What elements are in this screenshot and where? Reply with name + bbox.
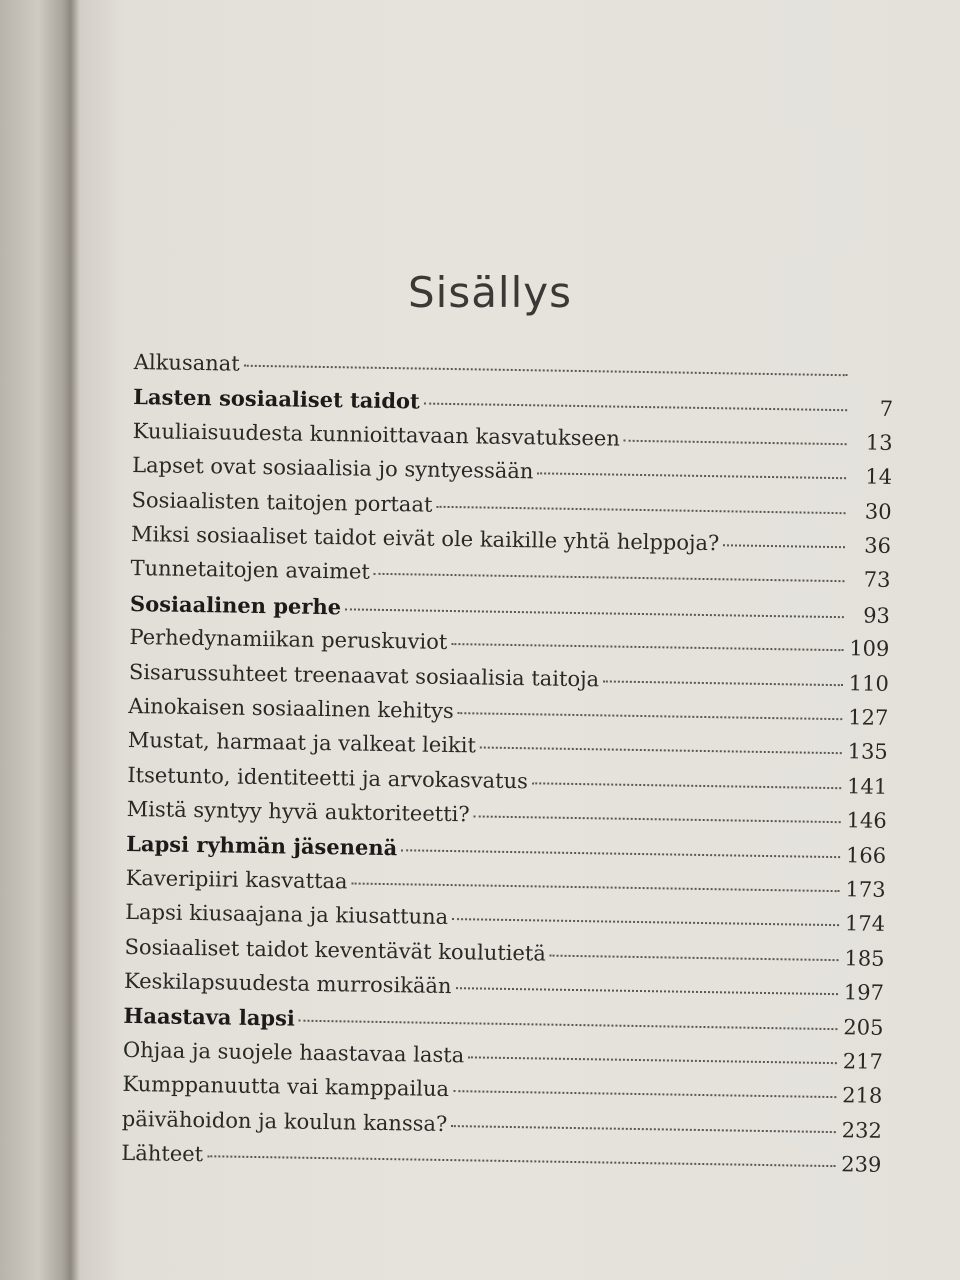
toc-entry-title: Miksi sosiaaliset taidot eivät ole kaikille yhtä helppoja? [130,521,720,556]
toc-page-number: 185 [844,945,885,971]
binding-shadow [70,0,80,1280]
toc-page-number: 239 [841,1152,882,1177]
dot-leader [453,1090,836,1098]
toc-entry-title: Mistä syntyy hyvä auktoriteetti? [126,797,470,827]
dot-leader [374,573,845,582]
toc-page-number: 166 [845,843,887,869]
toc-entry-title: Itsetunto, identiteetti ja arvokasvatus [127,762,529,793]
dot-leader [624,439,847,444]
dot-leader [452,918,839,926]
dot-leader [456,987,838,995]
toc-page-number: 146 [846,808,887,833]
toc-entry-title: Tunnetaitojen avaimet [130,556,371,585]
toc-entry-title: Sosiaalinen perhe [129,590,342,620]
table-of-contents [121,350,894,1187]
dot-leader [299,1020,838,1030]
dot-leader [474,815,841,823]
toc-page-number: 36 [864,533,892,558]
page-title: Sisällys [407,268,573,317]
toc-entry-title: Perhedynamiikan peruskuviot [129,625,448,655]
toc-page-number: 7 [879,397,894,422]
toc-entry-title: Kuuliaisuudesta kunnioittavaan kasvatukseen [132,418,621,451]
toc-entry-title: Kaveripiiri kasvattaa [125,865,348,894]
toc-page-number: 14 [865,464,893,490]
dot-leader [468,1056,837,1064]
toc-entry-title: Lapset ovat sosiaalisia jo syntyessään [132,453,534,484]
toc-page-number: 13 [865,430,893,455]
toc-entry-title: Lapsi ryhmän jäsenenä [126,831,398,861]
toc-entry-title: Ainokaisen sosiaalinen kehitys [128,693,454,723]
toc-page-number: 217 [842,1049,884,1074]
toc-page-number: 135 [847,739,888,765]
dot-leader [207,1155,835,1167]
toc-page-number: 73 [863,567,891,593]
previous-page-edge [0,0,70,1280]
toc-entry-title: Sosiaalisten taitojen portaat [131,487,433,517]
dot-leader [436,505,845,513]
toc-entry-title: Haastava lapsi [123,1003,296,1032]
dot-leader [352,882,840,892]
toc-page-number: 109 [849,636,890,662]
dot-leader [537,473,846,480]
toc-page-number: 30 [864,499,892,524]
toc-page-number: 205 [843,1015,884,1041]
toc-page-number: 218 [842,1083,883,1109]
dot-leader [451,1125,836,1133]
toc-page-number: 127 [848,705,889,730]
toc-page-number: 174 [844,911,886,937]
toc-entry-title: Ohjaa ja suojele haastavaa lasta [122,1037,465,1068]
toc-entry-title: Lähteet [121,1140,204,1167]
dot-leader [451,643,843,651]
toc-entry-title: Alkusanat [133,350,240,376]
dot-leader [532,782,841,789]
toc-page-number: 93 [863,603,891,628]
toc-page-number: 110 [848,670,890,696]
dot-leader [458,712,843,720]
dot-leader [723,544,845,548]
book-page [70,0,960,1280]
toc-page-number: 197 [843,980,885,1005]
dot-leader [345,608,844,618]
dot-leader [550,954,839,961]
toc-entry-title: Sisarussuhteet treenaavat sosiaalisia taitoja [128,659,600,691]
toc-entry-title: Sosiaaliset taidot keventävät koulutietä [124,934,547,966]
toc-page-number: 232 [841,1117,883,1143]
toc-entry-title: Keskilapsuudesta murrosikään [123,968,452,999]
toc-page-number: 141 [846,773,888,799]
toc-entry-title: Kumppanuutta vai kamppailua [122,1072,450,1102]
dot-leader [401,850,840,859]
dot-leader [424,403,847,412]
toc-page-number [852,380,894,381]
dot-leader [480,747,842,755]
toc-entry-title: Mustat, harmaat ja valkeat leikit [127,728,477,758]
dot-leader [244,365,848,376]
toc-entry-title: päivähoidon ja koulun kanssa? [121,1106,448,1136]
toc-entry-title: Lapsi kiusaajana ja kiusattuna [124,900,449,930]
dot-leader [603,680,843,686]
toc-page-number: 173 [845,877,886,902]
toc-entry-title: Lasten sosiaaliset taidot [133,384,420,414]
